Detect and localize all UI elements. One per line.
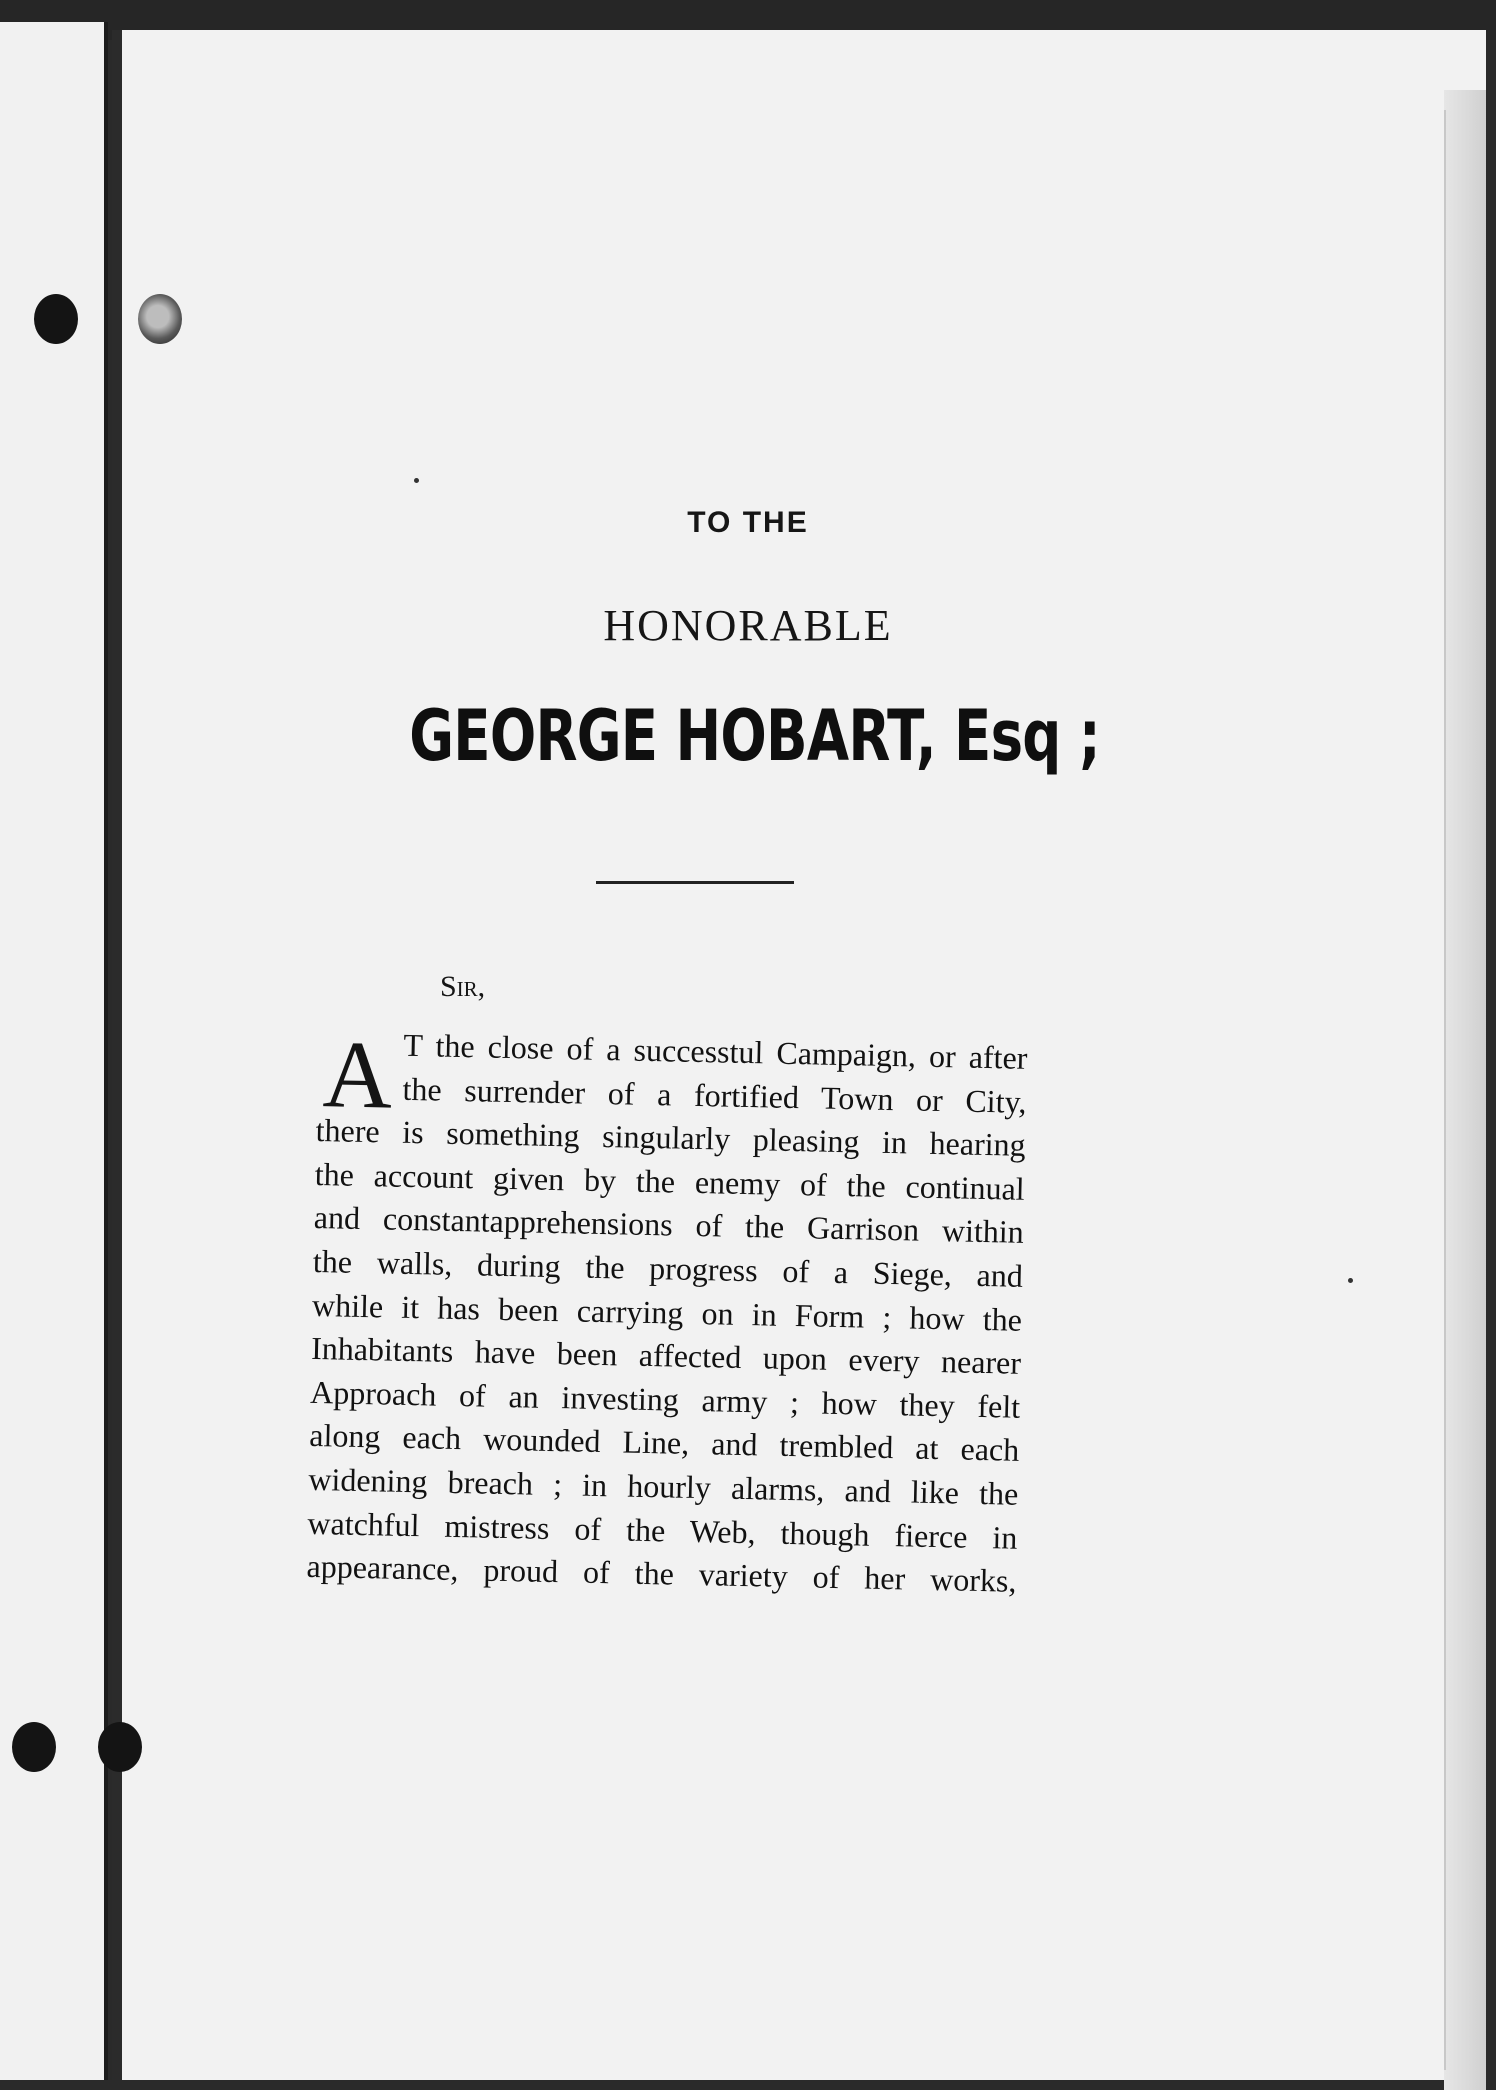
paper-speck: [1348, 1278, 1353, 1283]
body-line: widening breach ; in hourly alarms, and like the: [308, 1460, 1019, 1512]
body-line: there is something singularly pleasing in hearing: [315, 1112, 1026, 1164]
body-line: the walls, during the progress of a Siege, and: [312, 1242, 1024, 1294]
punch-hole-page-bottom: [98, 1722, 142, 1772]
body-line: the surrender of a fortified Town or City,: [402, 1070, 1027, 1120]
punch-hole-left-top: [34, 294, 78, 344]
body-line: along each wounded Line, and trembled at each: [308, 1417, 1020, 1469]
body-line: and constantapprehensions of the Garrison within: [313, 1199, 1025, 1251]
punch-hole-left-bottom: [12, 1722, 56, 1772]
body-line: watchful mistress of the Web, though fierce in: [307, 1504, 1018, 1556]
body-line: appearance, proud of the variety of her works,: [306, 1548, 1017, 1599]
body-first-line-text: T the close of a successtul Campaign, or after: [403, 1026, 1028, 1076]
body-line: the account given by the enemy of the continual: [314, 1155, 1026, 1207]
punch-hole-page-top: [138, 294, 182, 344]
dedication-honorable: HONORABLE: [603, 601, 893, 650]
paper-speck: [414, 478, 419, 483]
body-line: while it has been carrying on in Form ; how the: [311, 1286, 1023, 1338]
divider-rule: [596, 881, 794, 884]
page-edge-line: [1444, 110, 1446, 2070]
salutation: Sir,: [440, 970, 486, 1003]
drop-cap: A: [321, 1020, 394, 1129]
page-edge-shadow: [1444, 90, 1486, 2090]
dedication-name: GEORGE HOBART, Esq ;: [409, 695, 1100, 777]
dedication-to-the: TO THE: [687, 506, 809, 539]
body-line: Inhabitants have been affected upon every nearer: [310, 1330, 1022, 1381]
body-line: Approach of an investing army ; how they felt: [309, 1373, 1021, 1425]
dedication-body: [306, 1022, 1028, 1603]
